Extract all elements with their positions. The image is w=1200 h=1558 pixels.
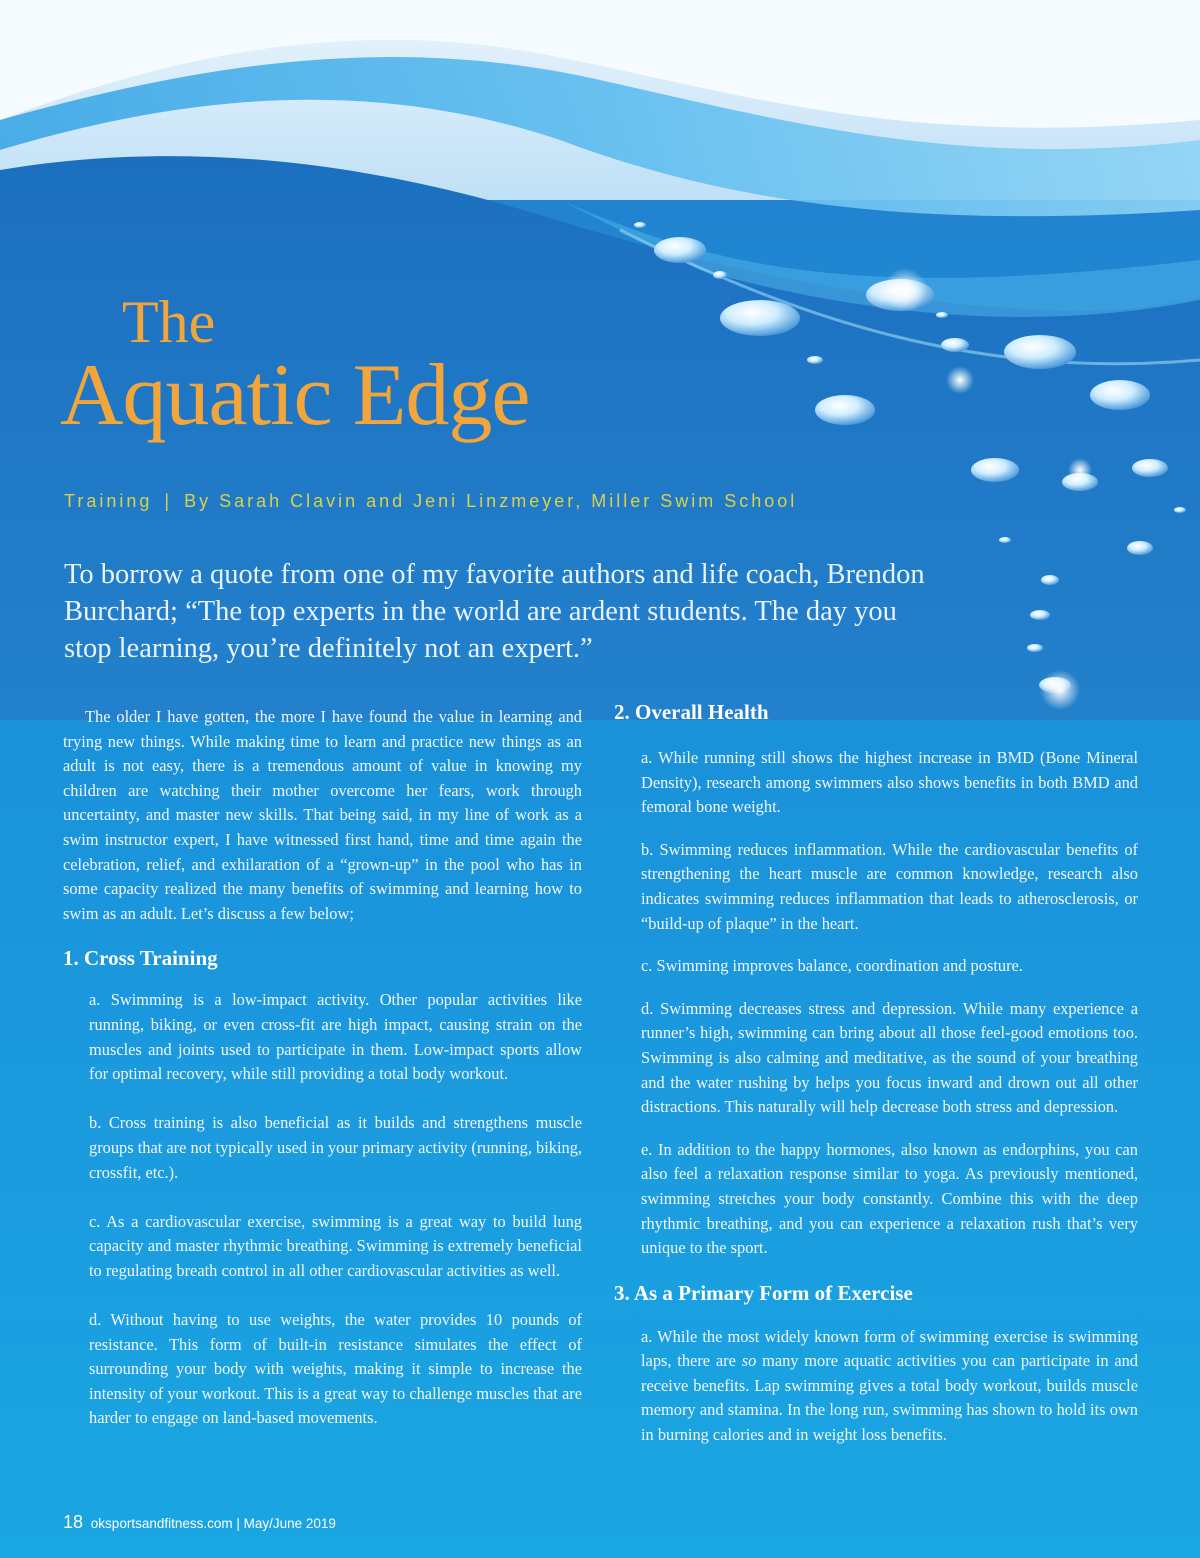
section-label: Training [64,491,153,511]
title-prefix: The [122,289,216,355]
list-item: b. Cross training is also beneficial as it builds and strengthens muscle groups that are not typically used in your primary activity (running, biking, crossfit, etc.). [89,1113,582,1182]
list-item: d. Without having to use weights, the water provides 10 pounds of resistance. This form of built-in resistance simulates the effect of surrounding your body with weights, making it simple to increase the intensity of your workout. This is a great way to challenge muscles that are harder to engage on land-based movements. [89,1310,582,1428]
list-item-text-start: a. While the most widely known form of swimming exercise is swimming laps, there are [641,1326,1138,1371]
list-item: e. In addition to the happy hormones, also known as endorphins, you can also feel a relaxation response similar to yoga. As previously mentioned, swimming stretches your body constantly. Combine this with the deep rhythmic breathing, and you can experience a relaxation rush that’s very unique to the sport. [641,1139,1138,1258]
pull-quote: To borrow a quote from one of my favorite authors and life coach, Brendon Burchard; “The top experts in the world are ardent students. The day you stop learning, you’re definitely not an expert.” [64,559,925,664]
section-heading-primary-exercise: 3. As a Primary Form of Exercise [614,1280,913,1305]
page-number: 18 [63,1512,84,1532]
page-title: Aquatic Edge [60,347,530,444]
article-column-right [614,698,1138,1466]
publication-info: oksportsandfitness.com | May/June 2019 [90,1516,336,1531]
list-item: c. As a cardiovascular exercise, swimming is a great way to build lung capacity and master rhythmic breathing. Swimming is extremely beneficial to regulating breath control in all other cardiovascular activities as well. [89,1211,582,1280]
article-column-left [63,705,582,1456]
list-item [614,1325,1138,1448]
section-heading-overall-health: 2. Overall Health [614,700,769,724]
page-footer [63,1512,336,1533]
list-item-emphasis: so [741,1351,757,1371]
intro-paragraph: The older I have gotten, the more I have found the value in learning and trying new things. While making time to learn and practice new things as an adult is not easy, there is a tremendous amount of value in knowing my children are watching their mother overcome her fears, work through uncertainty, and master new skills. That being said, in my line of work as a swim instructor expert, I have witnessed first hand, time and time again the celebration, relief, and exhilaration of a “grown-up” in the pool who has in some capacity realized the many benefits of swimming and learning how to swim as an adult. Let’s discuss a few below; [63,707,582,923]
list-item: d. Swimming decreases stress and depression. While many experience a runner’s high, swimming can bring about all those feel-good emotions too. Swimming is also calming and meditative, as the sound of your breathing and the water rushing by helps you focus inward and drown out all other distractions. This naturally will help decrease both stress and depression. [641,998,1138,1117]
list-item: c. Swimming improves balance, coordination and posture. [641,956,1023,976]
list-item: a. While running still shows the highest increase in BMD (Bone Mineral Density), research among swimmers also shows benefits in both BMD and femoral bone weight. [641,748,1138,817]
list-item: a. Swimming is a low-impact activity. Other popular activities like running, biking, or even cross-fit are high impact, causing strain on the muscles and joints used to participate in them. Low-impact sports allow for optimal recovery, while still providing a total body workout. [89,990,582,1084]
byline-separator: | [164,491,173,511]
section-heading-cross-training: 1. Cross Training [63,946,218,971]
list-item: b. Swimming reduces inflammation. While the cardiovascular benefits of strengthening the heart muscle are common knowledge, research also indicates swimming reduces inflammation that leads to atherosclerosis, or “build-up of plaque” in the heart. [641,839,1138,933]
byline [64,491,797,512]
author-credit: By Sarah Clavin and Jeni Linzmeyer, Miller Swim School [184,491,798,511]
list-item-text-end: many more aquatic activities you can participate in and receive benefits. Lap swimming gives a total body workout, builds muscle memory and stamina. In the long run, swimming has shown to hold its own in burning calories and in weight loss benefits. [641,1351,1139,1445]
